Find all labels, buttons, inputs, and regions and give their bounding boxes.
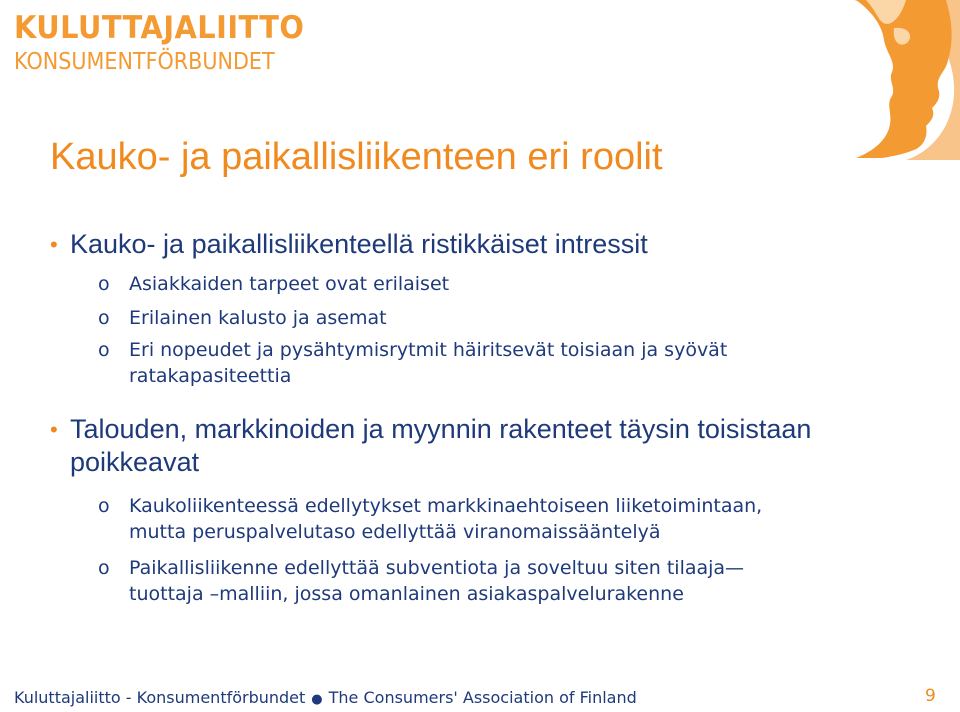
face-profile-logo-graphic xyxy=(796,0,960,160)
slide-footer xyxy=(14,688,637,707)
bullet-intressit xyxy=(50,228,910,261)
bullet-talouden-rakenteet xyxy=(50,413,910,479)
sub-bullet-text: Asiakkaiden tarpeet ovat erilaiset xyxy=(129,273,450,295)
sub-bullet-text: Kaukoliikenteessä edellytykset markkinaehtoiseen liiketoimintaan, mutta peruspalvelutaso edellyttää viranomaissääntelyä xyxy=(129,495,763,543)
sub-bullet-item xyxy=(98,271,878,297)
footer-organization-english: The Consumers' Association of Finland xyxy=(328,688,637,707)
circle-bullet-icon: o xyxy=(98,307,110,329)
sub-bullet-item xyxy=(98,337,878,389)
circle-bullet-icon: o xyxy=(98,273,110,295)
sub-bullet-text: Paikallisliikenne edellyttää subventiota ja soveltuu siten tilaaja— tuottaja –malliin, jossa omanlainen asiakaspalvelurakenne xyxy=(129,557,745,605)
footer-organization: Kuluttajaliitto - Konsumentförbundet xyxy=(14,688,306,707)
bullet-text: Kauko- ja paikallisliikenteellä ristikkäiset intressit xyxy=(70,229,648,259)
bullet-dot-icon: • xyxy=(50,417,58,442)
logo-line-2: KONSUMENTFÖRBUNDET xyxy=(14,49,275,75)
sub-bullet-item xyxy=(98,305,878,331)
page-number: 9 xyxy=(925,686,936,706)
circle-bullet-icon: o xyxy=(98,557,110,579)
bullet-text: Talouden, markkinoiden ja myynnin rakenteet täysin toisistaan poikkeavat xyxy=(70,414,812,477)
sub-bullet-text: Erilainen kalusto ja asemat xyxy=(129,307,387,329)
bullet-dot-icon: • xyxy=(50,232,58,257)
circle-bullet-icon: o xyxy=(98,495,110,517)
logo-line-1: KULUTTAJALIITTO xyxy=(14,10,305,46)
sub-bullet-item xyxy=(98,555,878,607)
sub-bullet-item xyxy=(98,493,878,545)
slide-title: Kauko- ja paikallisliikenteen eri roolit xyxy=(50,136,663,178)
footer-separator-icon: ● xyxy=(311,692,323,707)
sub-bullet-text: Eri nopeudet ja pysähtymisrytmit häiritsevät toisiaan ja syövät ratakapasiteettia xyxy=(129,339,728,387)
circle-bullet-icon: o xyxy=(98,339,110,361)
kuluttajaliitto-logo xyxy=(14,10,326,76)
